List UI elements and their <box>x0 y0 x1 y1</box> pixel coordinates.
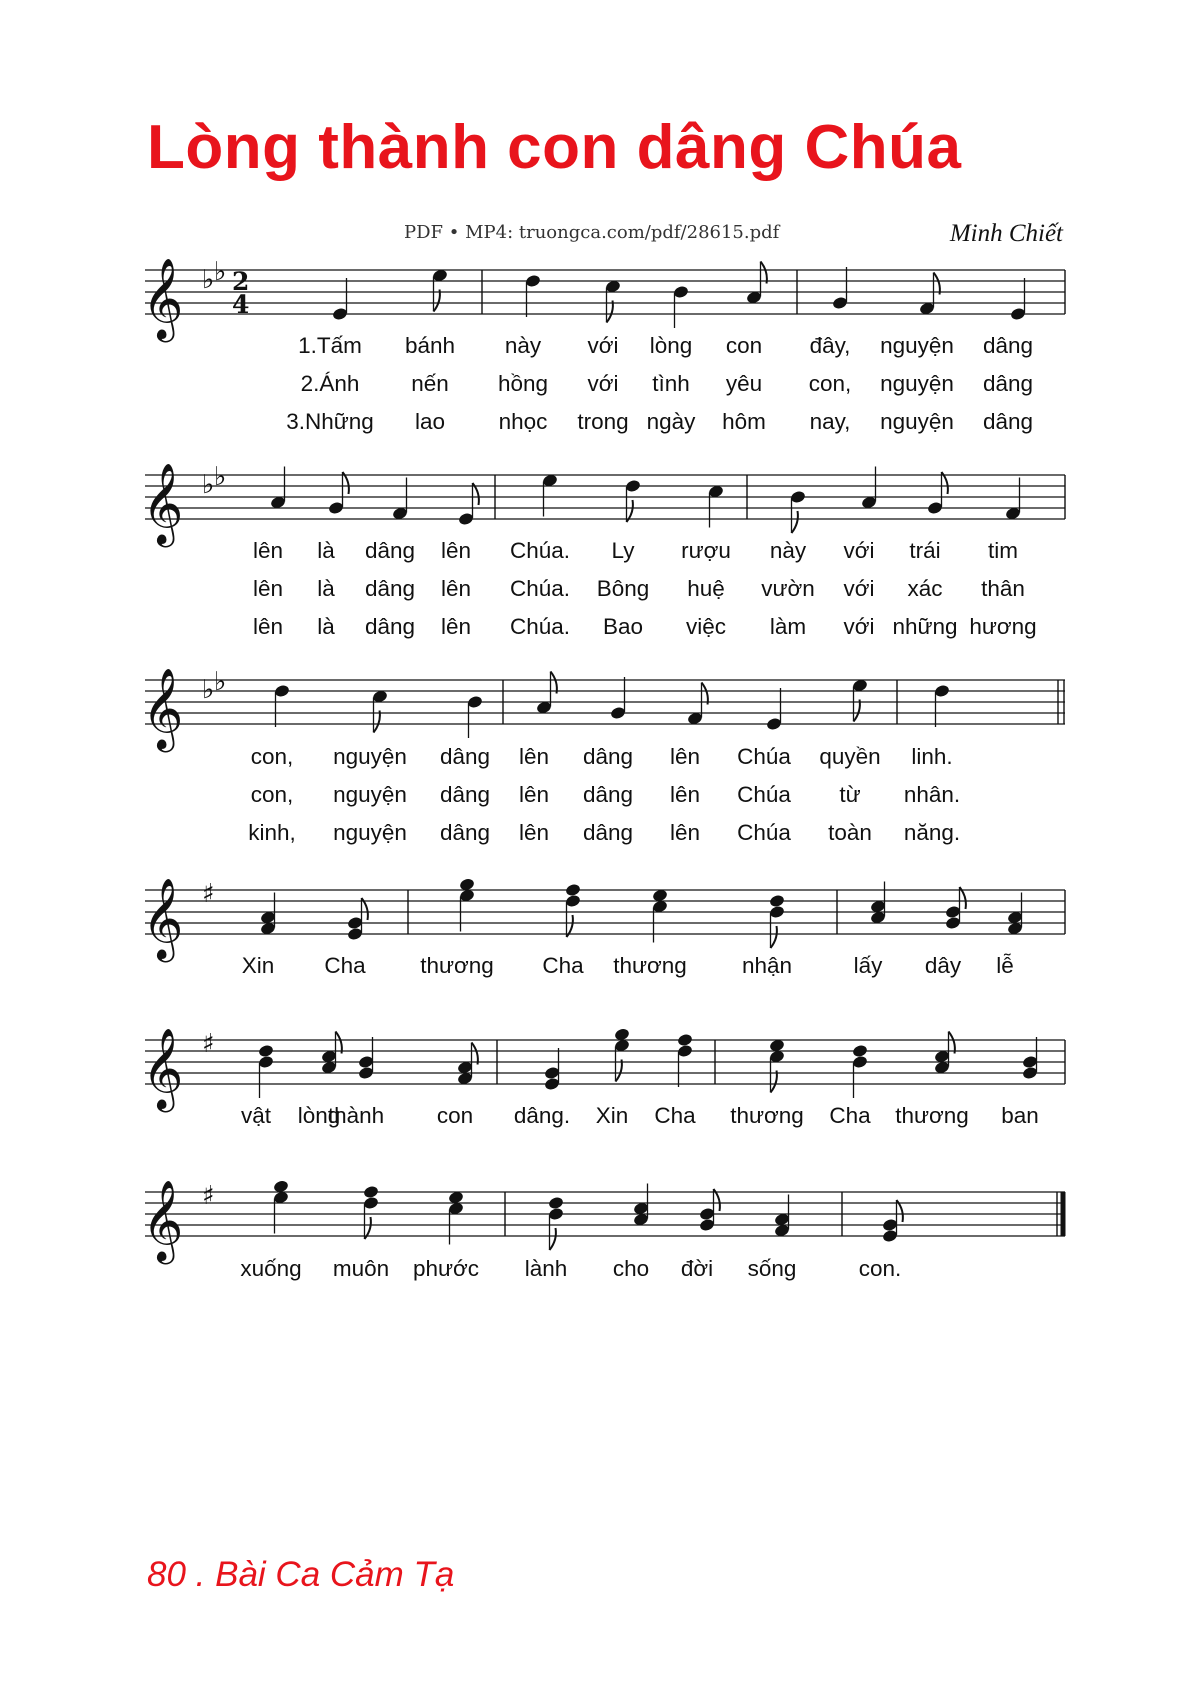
lyric-syllable: nguyện <box>333 820 407 845</box>
note-head <box>258 1055 275 1070</box>
lyric-syllable: dâng <box>982 409 1034 434</box>
lyric-syllable: ban <box>1001 1103 1039 1128</box>
lyric-syllable: xác <box>907 576 943 601</box>
lyric-syllable: đời <box>680 1256 714 1281</box>
lyric-syllable: con. <box>858 1256 902 1281</box>
lyric-syllable: Xin <box>241 953 275 978</box>
note-head <box>927 501 944 516</box>
note-head <box>548 1207 565 1222</box>
lyric-syllable: nay, <box>809 409 851 434</box>
lyric-syllable: những <box>892 614 958 639</box>
note-flag <box>949 1032 955 1054</box>
lyric-syllable: yêu <box>725 371 763 396</box>
note-head <box>852 1044 869 1059</box>
note-head <box>769 894 786 909</box>
note-head <box>458 512 475 527</box>
note-head <box>347 916 364 931</box>
note-head <box>332 307 349 322</box>
lyric-syllable: nhận <box>741 953 793 978</box>
note-flag <box>472 1043 478 1065</box>
lyric-syllable: thương <box>730 1103 804 1128</box>
lyric-syllable: lên <box>440 614 472 639</box>
lyric-syllable: vườn <box>761 576 815 601</box>
lyric-syllable: con <box>725 333 763 358</box>
flat-icon: ♭ <box>214 667 227 697</box>
lyric-syllable: quyền <box>819 744 881 769</box>
sharp-icon: ♯ <box>202 1029 215 1059</box>
lyric-syllable: tình <box>652 371 690 396</box>
lyric-syllable: lên <box>252 576 284 601</box>
lyric-syllable: dâng <box>439 820 491 845</box>
note-flag <box>934 273 940 295</box>
lyric-syllable: năng. <box>903 820 961 845</box>
note-head <box>258 1044 275 1059</box>
note-flag <box>336 1032 342 1054</box>
lyric-syllable: muôn <box>332 1256 390 1281</box>
note-head <box>1022 1066 1039 1081</box>
lyric-syllable: với <box>843 614 875 639</box>
note-head <box>769 905 786 920</box>
note-head <box>363 1196 380 1211</box>
lyric-syllable: việc <box>685 614 727 639</box>
lyric-syllable: cho <box>612 1256 650 1281</box>
note-flag <box>607 301 613 323</box>
flat-icon: ♭ <box>214 257 227 287</box>
lyric-syllable: lòng <box>297 1103 341 1128</box>
note-head <box>832 296 849 311</box>
song-title: Lòng thành con dâng Chúa <box>147 113 962 182</box>
lyric-syllable: đây, <box>809 333 851 358</box>
note-head <box>699 1218 716 1233</box>
lyric-syllable: thành <box>327 1103 385 1128</box>
lyric-syllable: huệ <box>687 576 725 601</box>
lyric-syllable: này <box>769 538 807 563</box>
lyric-syllable: lên <box>518 820 550 845</box>
note-head <box>790 490 807 505</box>
lyric-syllable: nguyện <box>880 371 954 396</box>
lyric-syllable: lên <box>669 820 701 845</box>
lyric-syllable: với <box>587 371 619 396</box>
lyric-syllable: lên <box>440 538 472 563</box>
lyric-syllable: lên <box>669 744 701 769</box>
note-flag <box>854 700 860 722</box>
lyric-syllable: lấy <box>853 953 883 978</box>
lyric-syllable: Chúa. <box>509 614 571 639</box>
lyric-syllable: lên <box>252 614 284 639</box>
note-head <box>625 479 642 494</box>
treble-clef-icon: 𝄞 <box>142 877 184 959</box>
lyric-syllable: nguyện <box>333 744 407 769</box>
note-head <box>525 274 542 289</box>
note-head <box>565 883 582 898</box>
lyric-syllable: lễ <box>996 953 1014 978</box>
note-head <box>677 1033 694 1048</box>
note-head <box>852 1055 869 1070</box>
treble-clef-icon: 𝄞 <box>142 257 184 339</box>
lyric-syllable: thương <box>420 953 494 978</box>
lyric-syllable: phước <box>412 1256 480 1281</box>
note-flag <box>551 672 557 694</box>
lyric-syllable: Chúa. <box>509 576 571 601</box>
lyric-syllable: nến <box>411 371 449 396</box>
lyric-syllable: này <box>504 333 542 358</box>
note-flag <box>771 1071 777 1093</box>
treble-clef-icon: 𝄞 <box>142 667 184 749</box>
lyric-syllable: là <box>317 538 335 563</box>
lyric-syllable: lành <box>524 1256 568 1281</box>
lyric-syllable: dâng. <box>513 1103 571 1128</box>
lyric-syllable: 1.Tấm <box>298 333 362 358</box>
note-head <box>882 1229 899 1244</box>
note-head <box>945 905 962 920</box>
lyric-syllable: dâng <box>439 744 491 769</box>
lyric-syllable: con, <box>250 782 294 807</box>
note-flag <box>702 683 708 705</box>
lyric-syllable: trái <box>909 538 941 563</box>
lyric-syllable: là <box>317 614 335 639</box>
note-head <box>945 916 962 931</box>
lyric-syllable: trong <box>577 409 629 434</box>
lyric-syllable: dâng <box>582 782 634 807</box>
lyric-syllable: Cha <box>324 953 366 978</box>
lyric-syllable: tim <box>988 538 1018 563</box>
lyric-syllable: toàn <box>828 820 872 845</box>
treble-clef-icon: 𝄞 <box>142 1179 184 1261</box>
note-head <box>358 1055 375 1070</box>
note-head <box>548 1196 565 1211</box>
treble-clef-icon: 𝄞 <box>142 462 184 544</box>
lyric-syllable: Bông <box>596 576 650 601</box>
note-flag <box>550 1228 556 1250</box>
lyric-syllable: sống <box>747 1256 797 1281</box>
lyric-syllable: lòng <box>649 333 693 358</box>
note-head <box>677 1044 694 1059</box>
note-head <box>1022 1055 1039 1070</box>
note-head <box>699 1207 716 1222</box>
lyric-syllable: Chúa <box>737 744 791 769</box>
lyric-syllable: con, <box>250 744 294 769</box>
note-head <box>610 706 627 721</box>
note-head <box>1010 307 1027 322</box>
lyric-syllable: với <box>843 538 875 563</box>
treble-clef-icon: 𝄞 <box>142 1027 184 1109</box>
lyric-syllable: dâng <box>982 333 1034 358</box>
flat-icon: ♭ <box>214 462 227 492</box>
lyric-syllable: Cha <box>542 953 584 978</box>
lyric-syllable: 3.Những <box>286 409 374 434</box>
note-head <box>565 894 582 909</box>
note-head <box>544 1077 561 1092</box>
note-head <box>274 684 291 699</box>
lyric-syllable: với <box>843 576 875 601</box>
note-head <box>347 927 364 942</box>
lyric-syllable: Cha <box>654 1103 696 1128</box>
lyric-syllable: lên <box>518 782 550 807</box>
note-flag <box>771 926 777 948</box>
note-head <box>363 1185 380 1200</box>
lyric-syllable: bánh <box>404 333 456 358</box>
lyric-syllable: linh. <box>911 744 953 769</box>
lyric-syllable: Bao <box>602 614 644 639</box>
lyric-syllable: dâng <box>364 614 416 639</box>
lyric-syllable: lên <box>440 576 472 601</box>
time-signature-top: 2 <box>232 267 250 296</box>
lyric-syllable: Chúa <box>737 820 791 845</box>
lyric-syllable: ngày <box>646 409 696 434</box>
lyric-syllable: Chúa. <box>509 538 571 563</box>
lyric-syllable: lao <box>414 409 446 434</box>
lyric-syllable: dâng <box>982 371 1034 396</box>
lyric-syllable: dâng <box>582 744 634 769</box>
note-flag <box>434 290 440 312</box>
note-flag <box>761 262 767 284</box>
lyric-syllable: thương <box>895 1103 969 1128</box>
lyric-syllable: nguyện <box>880 409 954 434</box>
lyric-syllable: thương <box>613 953 687 978</box>
lyric-syllable: con <box>436 1103 474 1128</box>
note-flag <box>792 511 798 533</box>
flat-icon: ♭ <box>202 675 215 705</box>
lyric-syllable: dâng <box>582 820 634 845</box>
lyric-syllable: từ <box>839 782 861 807</box>
lyric-syllable: Xin <box>595 1103 629 1128</box>
sharp-icon: ♯ <box>202 1181 215 1211</box>
note-head <box>328 501 345 516</box>
lyric-syllable: làm <box>769 614 807 639</box>
lyric-syllable: nguyện <box>333 782 407 807</box>
lyric-syllable: nhọc <box>498 409 548 434</box>
lyric-syllable: lên <box>518 744 550 769</box>
note-head <box>882 1218 899 1233</box>
lyric-syllable: hồng <box>497 371 549 396</box>
lyric-syllable: xuống <box>240 1256 302 1281</box>
flat-icon: ♭ <box>202 265 215 295</box>
page-footer: 80 . Bài Ca Cảm Tạ <box>147 1555 455 1594</box>
lyric-syllable: rượu <box>681 538 731 563</box>
note-head <box>467 695 484 710</box>
sharp-icon: ♯ <box>202 879 215 909</box>
lyric-syllable: dâng <box>364 576 416 601</box>
note-head <box>544 1066 561 1081</box>
lyric-syllable: nguyện <box>880 333 954 358</box>
lyric-syllable: vật <box>240 1103 272 1128</box>
lyric-syllable: dây <box>924 953 962 978</box>
lyric-syllable: thân <box>981 576 1025 601</box>
lyric-syllable: nhân. <box>903 782 961 807</box>
lyric-syllable: với <box>587 333 619 358</box>
note-head <box>358 1066 375 1081</box>
note-head <box>766 717 783 732</box>
lyric-syllable: 2.Ánh <box>300 371 360 396</box>
note-flag <box>616 1060 622 1082</box>
composer: Minh Chiết <box>949 220 1063 247</box>
lyric-syllable: hương <box>969 614 1037 639</box>
source-link[interactable]: PDF • MP4: truongca.com/pdf/28615.pdf <box>404 222 780 243</box>
lyric-syllable: là <box>317 576 335 601</box>
lyric-syllable: con, <box>808 371 852 396</box>
lyric-syllable: kinh, <box>248 820 296 845</box>
flat-icon: ♭ <box>202 470 215 500</box>
lyric-syllable: Ly <box>611 538 635 563</box>
note-head <box>673 285 690 300</box>
lyric-syllable: Chúa <box>737 782 791 807</box>
time-signature-bottom: 4 <box>232 290 250 319</box>
note-flag <box>374 711 380 733</box>
lyric-syllable: hôm <box>722 409 766 434</box>
lyric-syllable: dâng <box>364 538 416 563</box>
note-head <box>934 684 951 699</box>
lyric-syllable: dâng <box>439 782 491 807</box>
lyric-syllable: Cha <box>829 1103 871 1128</box>
lyric-syllable: lên <box>252 538 284 563</box>
lyric-syllable: lên <box>669 782 701 807</box>
